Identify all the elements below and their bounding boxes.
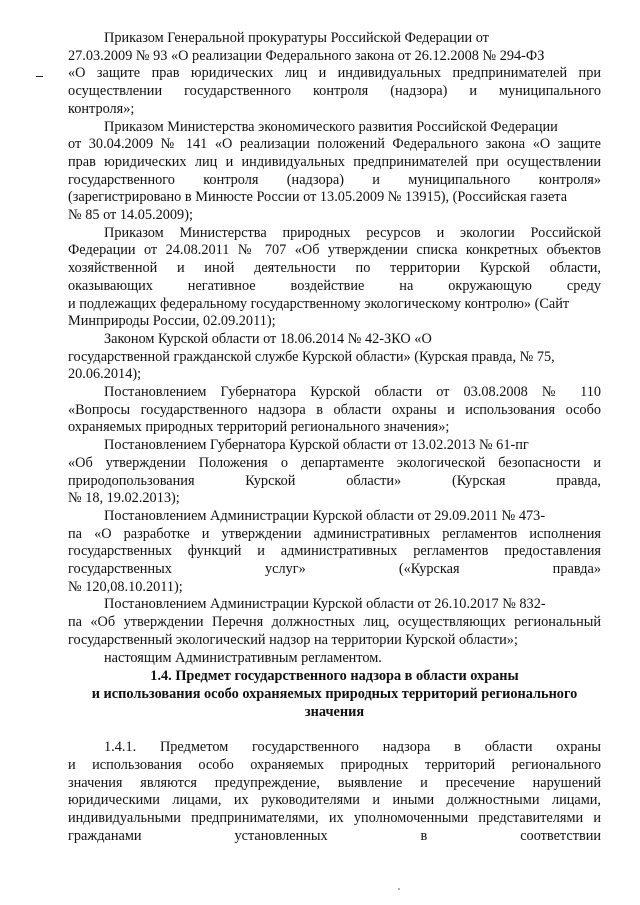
- text-line: государственной гражданской службе Курской области» (Курская правда, № 75,: [68, 348, 555, 365]
- text-line: настоящим Административным регламентом.: [104, 649, 382, 666]
- text-line: индивидуальными предпринимателями, их уполномоченными представителями и: [68, 810, 601, 827]
- text-line: Постановлением Губернатора Курской области от 13.02.2013 № 61-пг: [104, 437, 529, 454]
- section-heading-line: значения: [304, 703, 365, 720]
- text-line: оказывающих негативное воздействие на окружающую среду: [68, 277, 601, 294]
- text-line: 20.06.2014);: [68, 366, 142, 383]
- text-line: государственных функций и административных регламентов предоставления: [68, 543, 601, 560]
- text-line: Постановлением Губернатора Курской области от 03.08.2008 № 110: [104, 384, 601, 400]
- text-line: (зарегистрировано в Минюсте России от 13.05.2009 № 13915), (Российская газета: [68, 189, 568, 206]
- text-line: Приказом Генеральной прокуратуры Российской Федерации от: [104, 30, 489, 46]
- text-line: контроля»;: [68, 100, 135, 117]
- text-line: и использования особо охраняемых природных территорий регионального: [68, 757, 601, 773]
- text-line: гражданами установленных в соответствии: [68, 827, 601, 844]
- text-line: государственного контроля (надзора) и муниципального контроля»: [68, 171, 601, 188]
- text-line: Минприроды России, 02.09.2011);: [68, 313, 276, 330]
- text-line: «О защите прав юридических лиц и индивидуальных предпринимателей при: [68, 65, 601, 82]
- text-line: па «Об утверждении Перечня должностных лиц, осуществляющих региональный: [68, 614, 601, 631]
- text-line: юридическими лицами, их руководителями и иными должностными лицами,: [68, 792, 601, 809]
- text-line: па «О разработке и утверждении административных регламентов исполнения: [68, 525, 601, 542]
- text-line: осуществлении государственного контроля (надзора) и муниципального: [68, 83, 601, 100]
- text-line: государственный экологический надзор на территории Курской области»;: [68, 631, 518, 648]
- text-line: хозяйственной и иной деятельности по территории Курской области,: [68, 260, 601, 277]
- scan-speck: [398, 888, 400, 890]
- section-heading-line: и использования особо охраняемых природных территорий регионального: [91, 685, 578, 702]
- text-line: Постановлением Администрации Курской области от 26.10.2017 № 832-: [104, 596, 546, 613]
- text-line: 1.4.1. Предметом государственного надзора в области охраны: [104, 739, 601, 756]
- text-line: «Вопросы государственного надзора в области охраны и использования особо: [68, 401, 601, 418]
- text-line: государственных услуг» («Курская правда»: [68, 561, 601, 577]
- text-line: Постановлением Администрации Курской области от 29.09.2011 № 473-: [104, 507, 546, 524]
- text-line: № 120,08.10.2011);: [68, 578, 183, 595]
- text-line: от 30.04.2009 № 141 «О реализации положений Федерального закона «О защите: [68, 136, 601, 153]
- text-line: 27.03.2009 № 93 «О реализации Федерального закона от 26.12.2008 № 294-ФЗ: [68, 47, 545, 64]
- text-line: значения являются предупреждение, выявление и пресечение нарушений: [68, 774, 601, 791]
- text-line: Законом Курской области от 18.06.2014 № 42-ЗКО «О: [104, 330, 432, 347]
- text-line: «Об утверждении Положения о департаменте экологической безопасности и: [68, 454, 601, 471]
- margin-dash-mark: [36, 76, 43, 77]
- text-line: природопользования Курской области» (Курская правда,: [68, 472, 601, 489]
- text-line: Федерации от 24.08.2011 № 707 «Об утверждении списка конкретных объектов: [68, 242, 601, 259]
- text-line: Приказом Министерства природных ресурсов и экологии Российской: [104, 224, 601, 241]
- text-line: и подлежащих федеральному государственному экологическому контролю» (Сайт: [68, 295, 570, 312]
- section-heading-line: 1.4. Предмет государственного надзора в области охраны: [150, 668, 519, 685]
- text-line: охраняемых природных территорий регионального значения»;: [68, 419, 450, 436]
- text-line: Приказом Министерства экономического развития Российской Федерации: [104, 118, 558, 135]
- text-line: № 18, 19.02.2013);: [68, 490, 180, 507]
- text-line: № 85 от 14.05.2009);: [68, 207, 193, 223]
- text-line: прав юридических лиц и индивидуальных предпринимателей при осуществлении: [68, 153, 601, 170]
